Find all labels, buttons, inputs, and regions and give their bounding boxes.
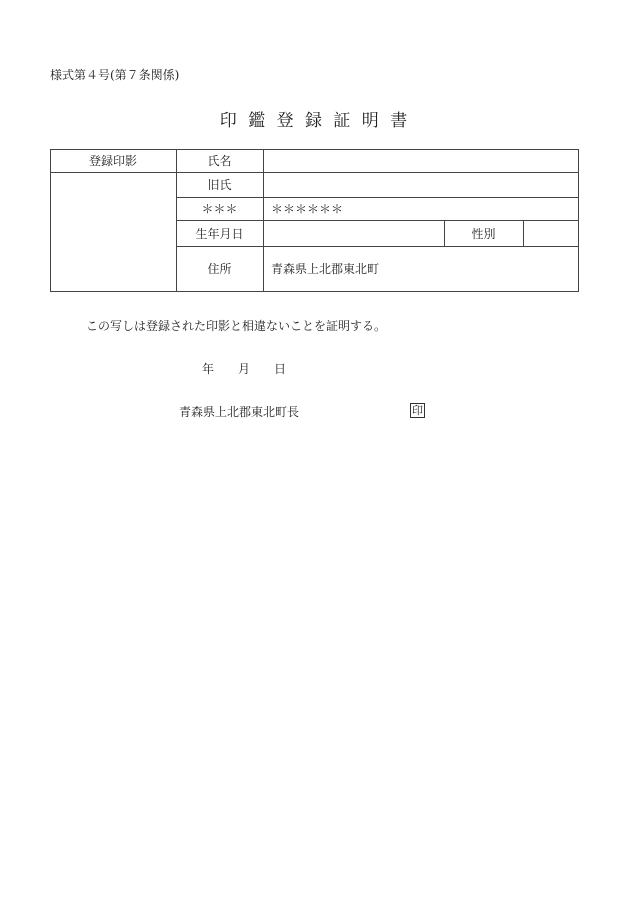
date-line: 年 月 日 — [202, 362, 287, 376]
seal-mark: 印 — [412, 404, 423, 417]
former-name-value — [263, 172, 578, 197]
birthdate-label: 生年月日 — [195, 226, 244, 241]
masked-label: ＊＊＊ — [201, 202, 238, 216]
address-label: 住所 — [207, 262, 232, 276]
address-value: 青森県上北郡東北町 — [271, 262, 380, 276]
former-name-label: 旧氏 — [207, 178, 232, 192]
masked-value: ＊＊＊＊＊＊ — [271, 202, 344, 216]
registered-seal-label: 登録印影 — [88, 154, 137, 168]
document-title: 印 鑑 登 録 証 明 書 — [219, 111, 411, 131]
gender-label: 性別 — [471, 226, 496, 241]
issuer-name: 青森県上北郡東北町長 — [179, 405, 300, 419]
birthdate-value — [263, 220, 444, 246]
certification-text: この写しは登録された印影と相違ないことを証明する。 — [86, 319, 387, 333]
name-label: 氏名 — [207, 154, 232, 168]
form-number: 様式第４号(第７条関係) — [50, 68, 180, 82]
name-value — [263, 149, 578, 172]
registered-seal-area — [50, 172, 176, 291]
gender-value — [523, 220, 578, 246]
